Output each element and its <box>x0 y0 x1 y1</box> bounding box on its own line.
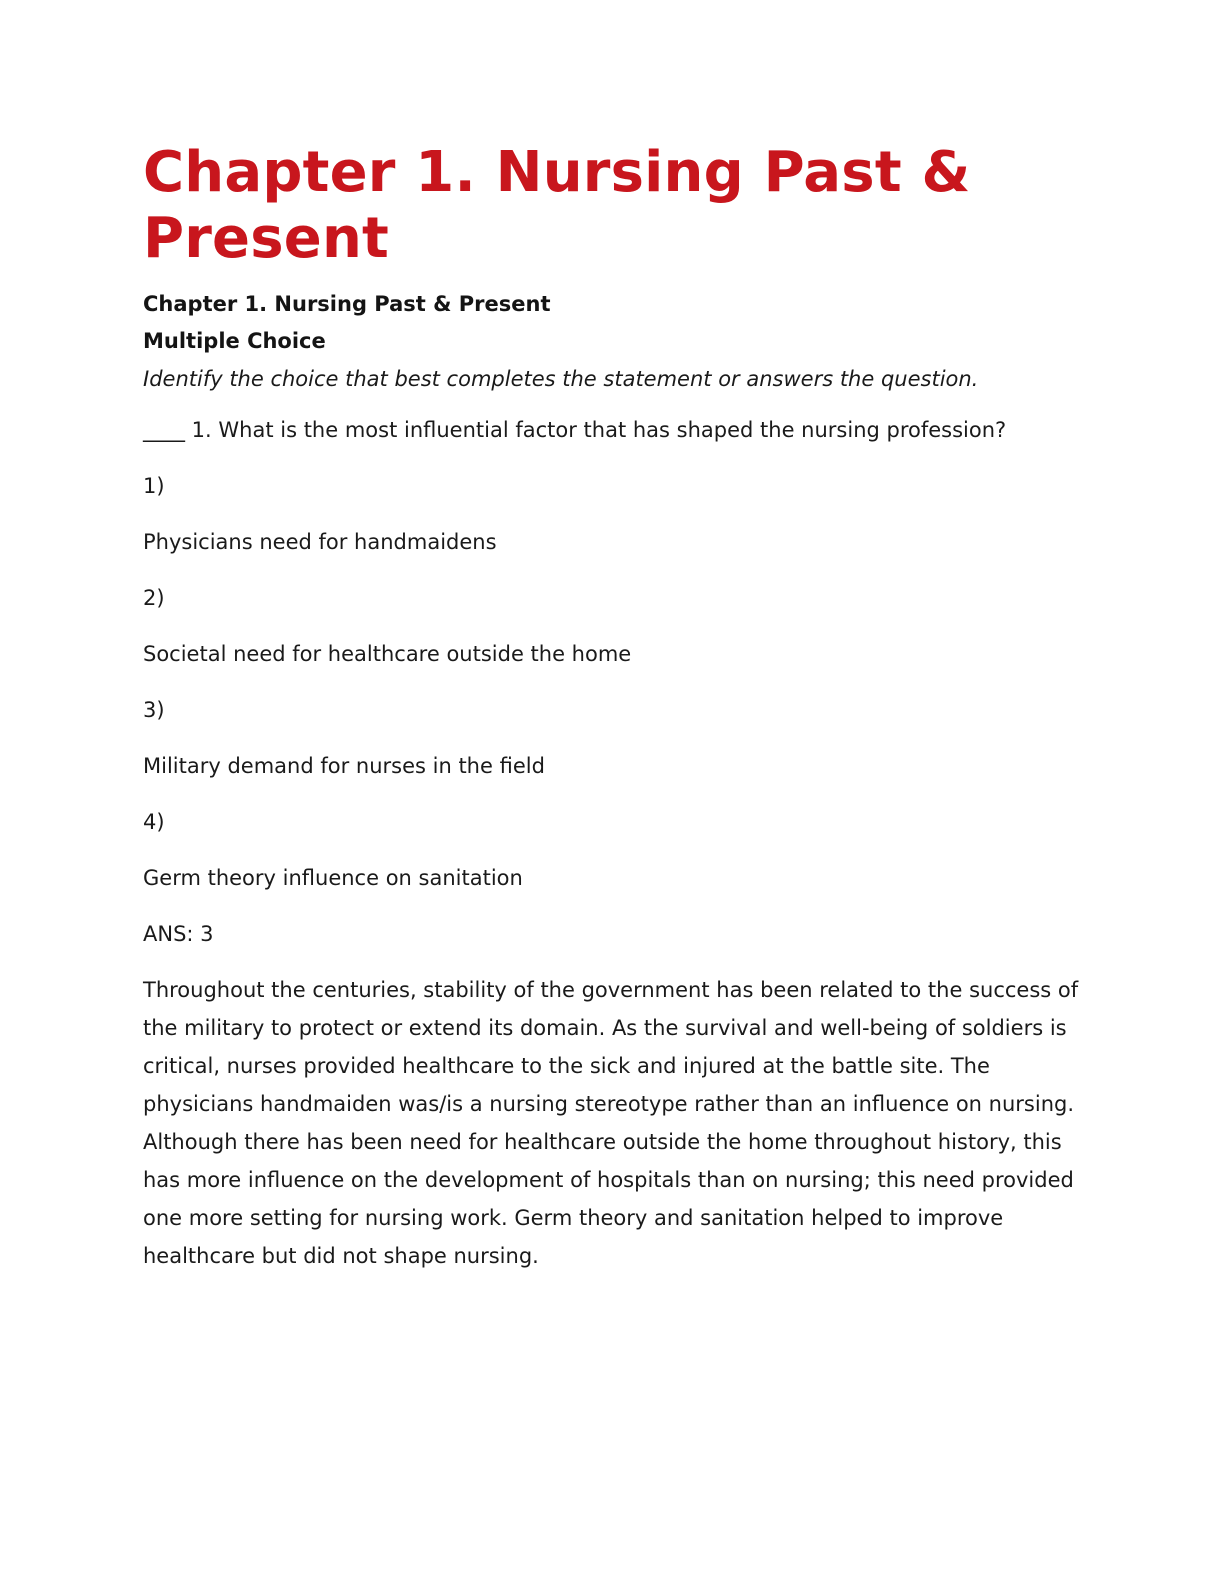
option-number-3: 3) <box>143 698 165 722</box>
option-number-1: 1) <box>143 474 165 498</box>
option-text-4: Germ theory influence on sanitation <box>143 866 523 890</box>
rationale-paragraph: Throughout the centuries, stability of the government has been related to the success of the military to protect or extend its domain. As the survival and well-being of soldiers is critical, nurses provided healthcare to the sick and injured at the battle site. The physicians handmaiden was/is a nursing stereotype rather than an influence on nursing. Although there has been need for healthcare outside the home throughout history, this has more influence on the development of hospitals than on nursing; this need provided one more setting for nursing work. Germ theory and sanitation helped to improve healthcare but did not shape nursing. <box>143 978 1079 1268</box>
section-heading: Multiple Choice <box>143 329 326 353</box>
answer-text: ANS: 3 <box>143 922 214 946</box>
document-page <box>143 140 1083 1275</box>
option-number-4: 4) <box>143 810 165 834</box>
chapter-subtitle: Chapter 1. Nursing Past & Present <box>143 292 551 316</box>
option-number-2: 2) <box>143 586 165 610</box>
chapter-title: Chapter 1. Nursing Past & Present <box>143 140 971 271</box>
instructions-text: Identify the choice that best completes the statement or answers the question. <box>143 367 979 391</box>
option-text-3: Military demand for nurses in the field <box>143 754 545 778</box>
option-text-1: Physicians need for handmaidens <box>143 530 497 554</box>
question-text: ____ 1. What is the most influential factor that has shaped the nursing profession? <box>143 418 1007 442</box>
option-text-2: Societal need for healthcare outside the home <box>143 642 632 666</box>
